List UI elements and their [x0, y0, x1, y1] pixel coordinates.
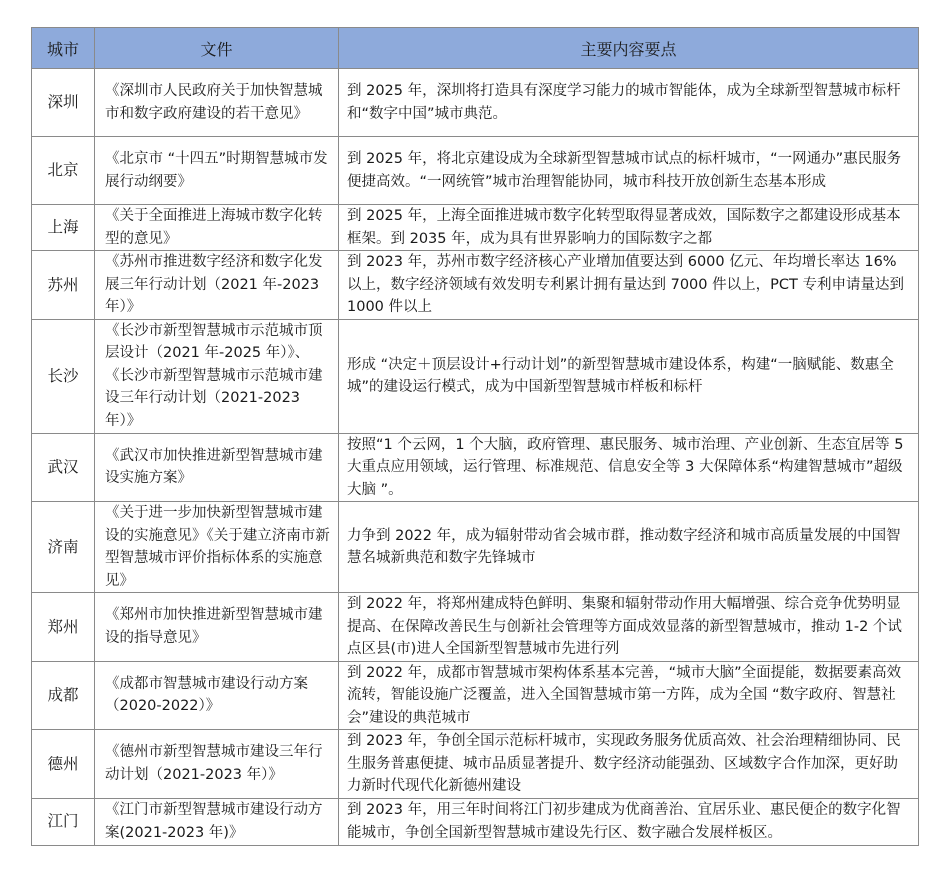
city-cell: 深圳	[32, 69, 95, 137]
city-cell: 郑州	[32, 593, 95, 662]
column-header-document: 文件	[95, 28, 339, 69]
document-cell: 《武汉市加快推进新型智慧城市建设实施方案》	[95, 433, 339, 502]
document-cell: 《北京市 “十四五”时期智慧城市发展行动纲要》	[95, 137, 339, 205]
content-cell: 到 2025 年，上海全面推进城市数字化转型取得显著成效，国际数字之都建设形成基本框架。到 2035 年，成为具有世界影响力的国际数字之都	[339, 205, 919, 251]
document-cell: 《德州市新型智慧城市建设三年行动计划（2021-2023 年）》	[95, 730, 339, 799]
table-header-row	[32, 28, 919, 69]
city-cell: 北京	[32, 137, 95, 205]
city-cell: 德州	[32, 730, 95, 799]
city-cell: 江门	[32, 798, 95, 845]
document-cell: 《长沙市新型智慧城市示范城市顶层设计（2021 年-2025 年）》、《长沙市新型智慧城市示范城市建设三年行动计划（2021-2023 年）》	[95, 319, 339, 433]
city-cell: 成都	[32, 661, 95, 730]
table-row	[32, 593, 919, 662]
document-cell: 《江门市新型智慧城市建设行动方案(2021-2023 年)》	[95, 798, 339, 845]
document-cell: 《关于进一步加快新型智慧城市建设的实施意见》《关于建立济南市新型智慧城市评价指标体系的实施意见》	[95, 502, 339, 593]
table-row	[32, 730, 919, 799]
city-cell: 上海	[32, 205, 95, 251]
table-row	[32, 798, 919, 845]
table-row	[32, 137, 919, 205]
content-cell: 形成 “决定＋顶层设计+行动计划”的新型智慧城市建设体系，构建“一脑赋能、数惠全城”的建设运行模式，成为中国新型智慧城市样板和标杆	[339, 319, 919, 433]
column-header-city: 城市	[32, 28, 95, 69]
city-cell: 长沙	[32, 319, 95, 433]
content-cell: 到 2023 年，争创全国示范标杆城市，实现政务服务优质高效、社会治理精细协同、民生服务普惠便捷、城市品质显著提升、数字经济动能强劲、区域数字合作加深，更好助力新时代现代化新德州建设	[339, 730, 919, 799]
table-row	[32, 205, 919, 251]
table-row	[32, 433, 919, 502]
table-row	[32, 69, 919, 137]
table-row	[32, 251, 919, 320]
content-cell: 按照“1 个云网，1 个大脑，政府管理、惠民服务、城市治理、产业创新、生态宜居等 5 大重点应用领域，运行管理、标准规范、信息安全等 3 大保障体系“构建智慧城市”超级大脑 ”。	[339, 433, 919, 502]
content-cell: 到 2022 年，成都市智慧城市架构体系基本完善，“城市大脑”全面提能，数据要素高效流转，智能设施广泛覆盖，进入全国智慧城市第一方阵，成为全国 “数字政府、智慧社会”建设的典范城市	[339, 661, 919, 730]
document-cell: 《苏州市推进数字经济和数字化发展三年行动计划（2021 年-2023 年）》	[95, 251, 339, 320]
document-cell: 《关于全面推进上海城市数字化转型的意见》	[95, 205, 339, 251]
content-cell: 力争到 2022 年，成为辐射带动省会城市群，推动数字经济和城市高质量发展的中国智慧名城新典范和数字先锋城市	[339, 502, 919, 593]
city-cell: 苏州	[32, 251, 95, 320]
smart-city-policy-table	[31, 27, 919, 846]
city-cell: 武汉	[32, 433, 95, 502]
table-row	[32, 661, 919, 730]
document-cell: 《成都市智慧城市建设行动方案（2020-2022）》	[95, 661, 339, 730]
document-cell: 《深圳市人民政府关于加快智慧城市和数字政府建设的若干意见》	[95, 69, 339, 137]
content-cell: 到 2025 年，深圳将打造具有深度学习能力的城市智能体，成为全球新型智慧城市标杆和“数字中国”城市典范。	[339, 69, 919, 137]
content-cell: 到 2023 年，用三年时间将江门初步建成为优商善治、宜居乐业、惠民便企的数字化智能城市，争创全国新型智慧城市建设先行区、数字融合发展样板区。	[339, 798, 919, 845]
content-cell: 到 2025 年，将北京建设成为全球新型智慧城市试点的标杆城市，“一网通办”惠民服务便捷高效。“一网统管”城市治理智能协同，城市科技开放创新生态基本形成	[339, 137, 919, 205]
content-cell: 到 2023 年，苏州市数字经济核心产业增加值要达到 6000 亿元、年均增长率达 16%以上，数字经济领域有效发明专利累计拥有量达到 7000 件以上，PCT 专利申请量达到 1000 件以上	[339, 251, 919, 320]
city-cell: 济南	[32, 502, 95, 593]
content-cell: 到 2022 年，将郑州建成特色鲜明、集聚和辐射带动作用大幅增强、综合竞争优势明显提高、在保障改善民生与创新社会管理等方面成效显落的新型智慧城市，推动 1-2 个试点区县(市)进人全国新型智慧城市先进行列	[339, 593, 919, 662]
column-header-content: 主要内容要点	[339, 28, 919, 69]
document-cell: 《郑州市加快推进新型智慧城市建设的指导意见》	[95, 593, 339, 662]
table-row	[32, 319, 919, 433]
table-row	[32, 502, 919, 593]
